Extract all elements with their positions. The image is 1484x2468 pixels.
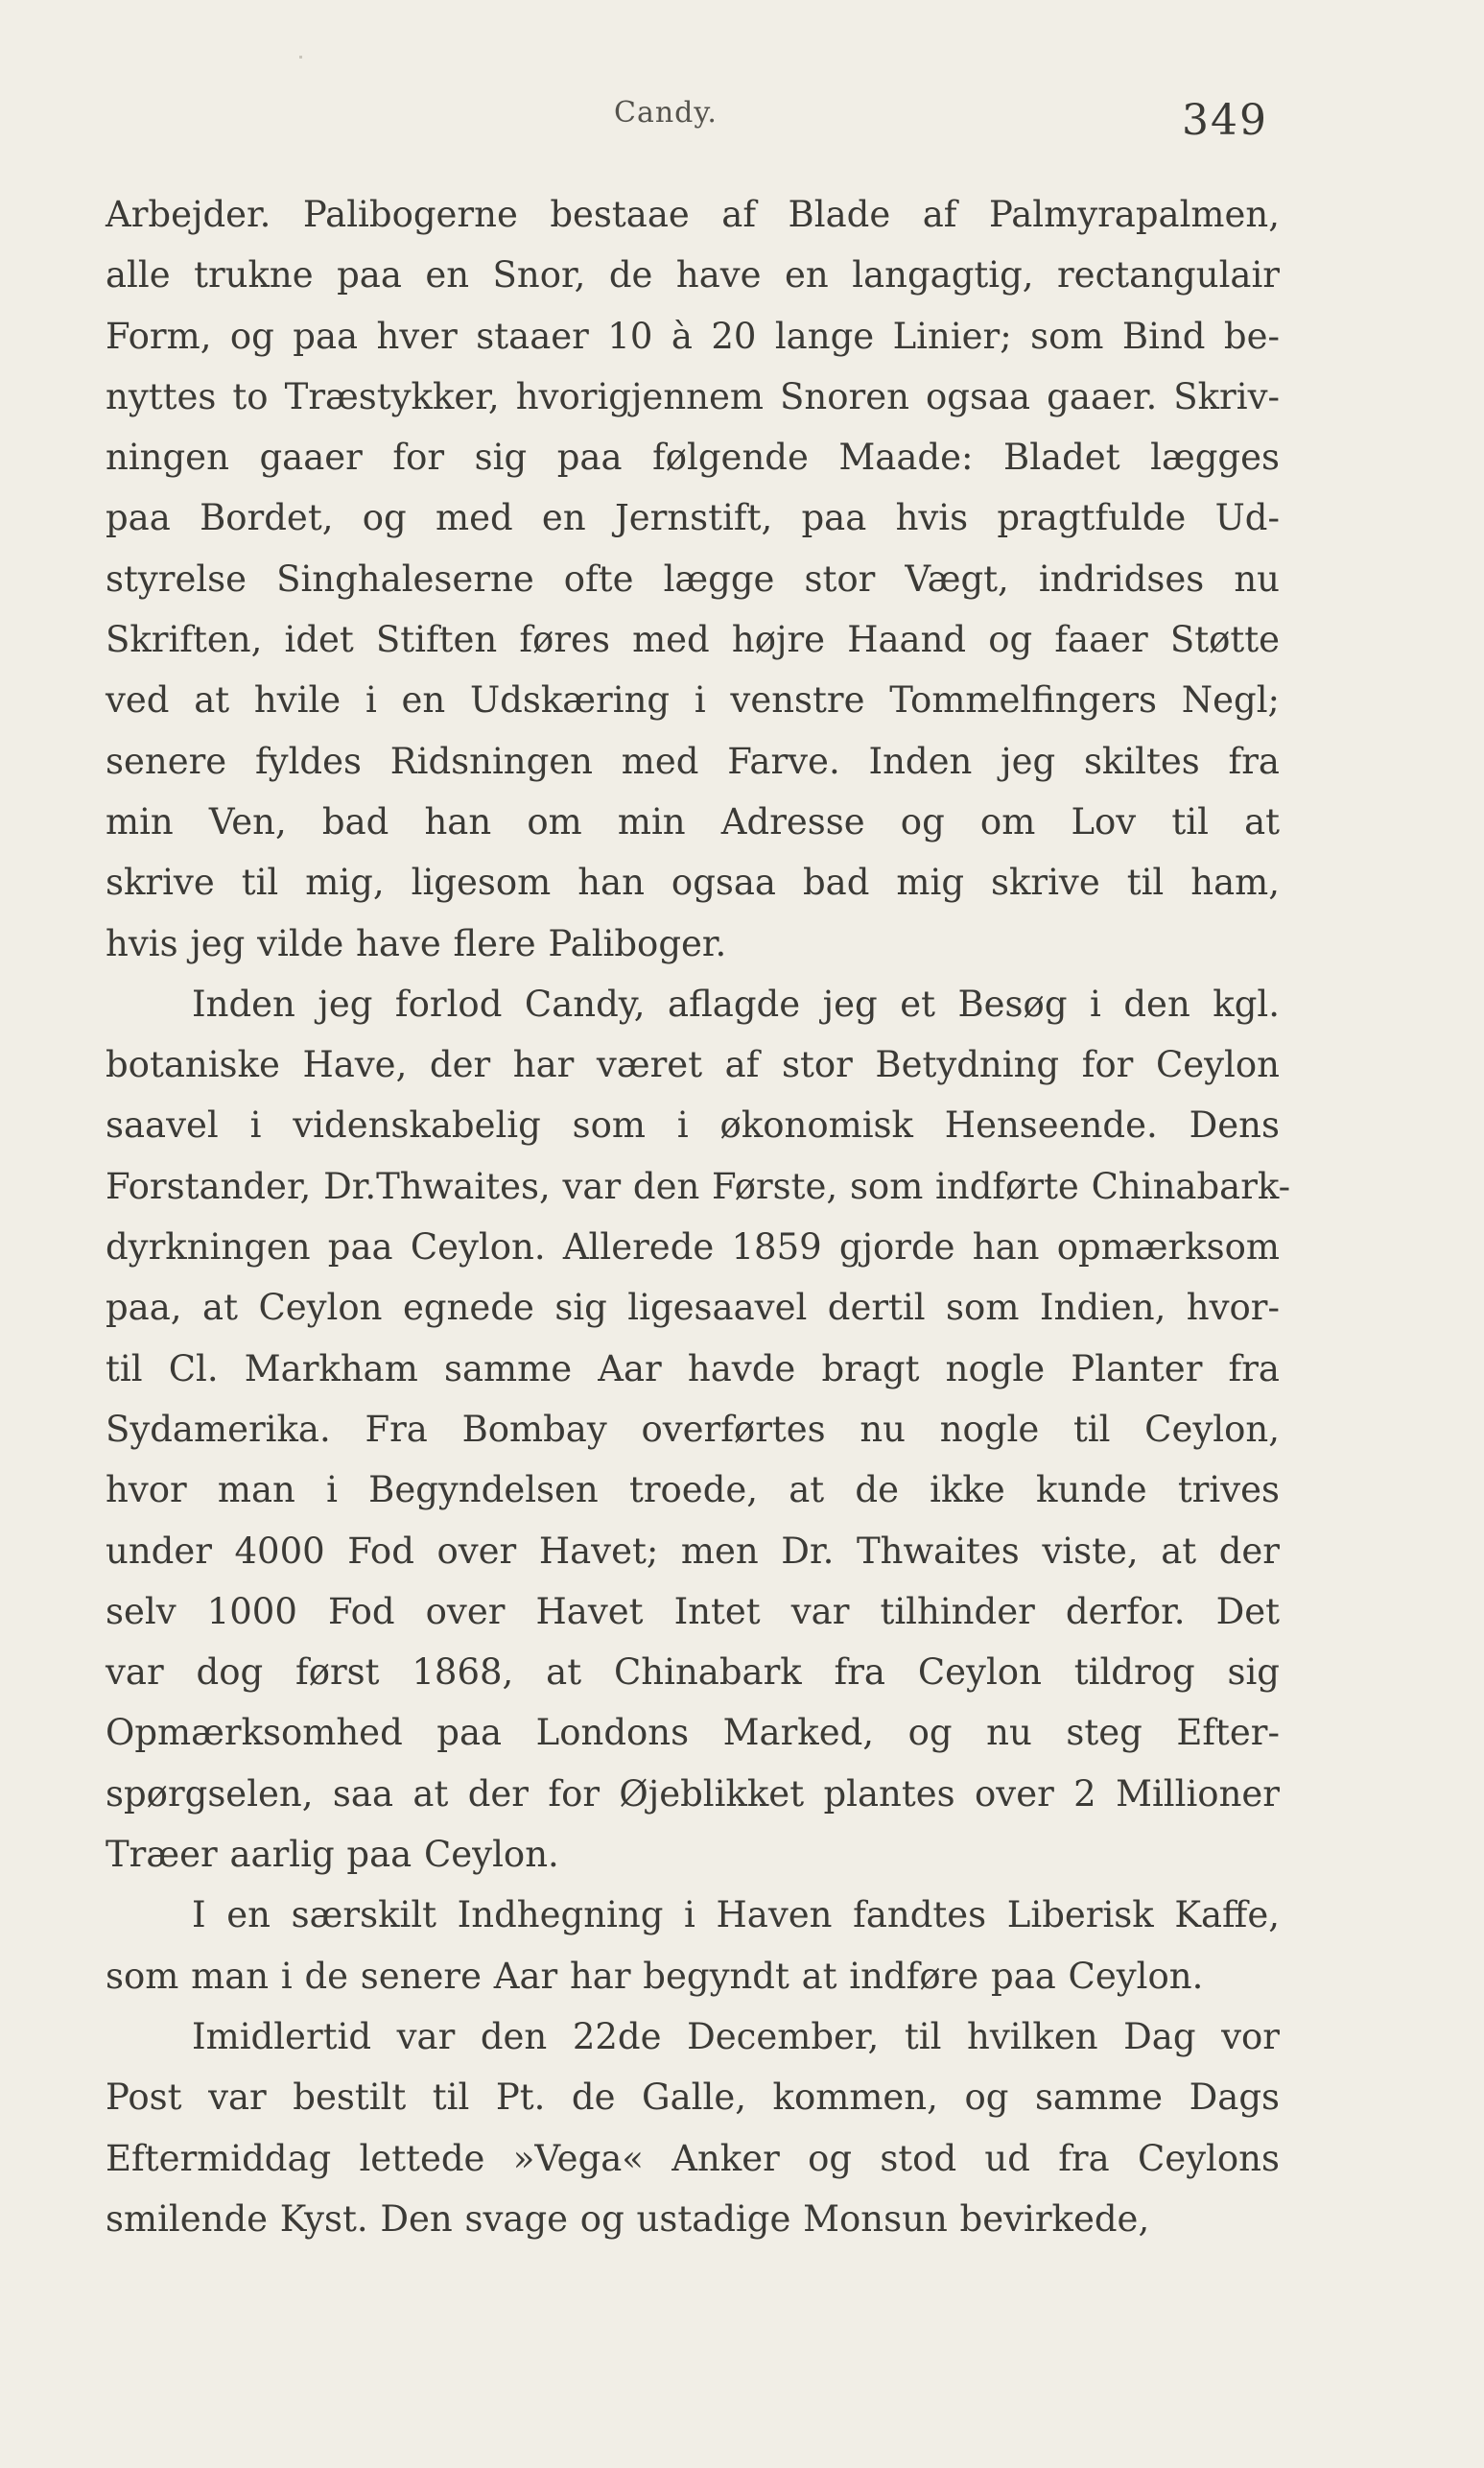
paragraph (106, 974, 1291, 1885)
text-line: paa, at Ceylon egnede sig ligesaavel dertil som Indien, hvor- (106, 1287, 1280, 1329)
text-line: Form, og paa hver staaer 10 à 20 lange Linier; som Bind be- (106, 315, 1280, 357)
text-line: Træer aarlig paa Ceylon. (106, 1834, 559, 1876)
running-title: Candy. (614, 96, 718, 130)
text-line: ved at hvile i en Udskæring i venstre Tommelfingers Negl; (106, 679, 1280, 722)
page-number: 349 (1182, 96, 1268, 145)
text-line: Skriften, idet Stiften føres med højre Haand og faaer Støtte (106, 619, 1280, 661)
text-line: skrive til mig, ligesom han ogsaa bad mig skrive til ham, (106, 862, 1280, 904)
text-line: dyrkningen paa Ceylon. Allerede 1859 gjorde han opmærksom (106, 1226, 1280, 1269)
text-line: Eftermiddag lettede »Vega« Anker og stod ud fra Ceylons (106, 2137, 1280, 2179)
text-line: som man i de senere Aar har begyndt at indføre paa Ceylon. (106, 1955, 1204, 1997)
paragraph (106, 1885, 1280, 2006)
text-line: smilende Kyst. Den svage og ustadige Monsun bevirkede, (106, 2197, 1150, 2240)
text-line: hvor man i Begyndelsen troede, at de ikke kunde trives (106, 1469, 1280, 1511)
text-line: ningen gaaer for sig paa følgende Maade: Bladet lægges (106, 437, 1280, 479)
text-line: styrelse Singhaleserne ofte lægge stor Vægt, indridses nu (106, 558, 1280, 600)
text-line: under 4000 Fod over Havet; men Dr. Thwaites viste, at der (106, 1530, 1280, 1572)
running-head (0, 88, 1484, 146)
text-line: Arbejder. Palibogerne bestaae af Blade af Palmyrapalmen, (106, 194, 1280, 235)
text-line: hvis jeg vilde have flere Paliboger. (106, 922, 727, 964)
text-line: Forstander, Dr.Thwaites, var den Første, som indførte Chinabark- (106, 1165, 1291, 1207)
text-line: var dog først 1868, at Chinabark fra Ceylon tildrog sig (106, 1651, 1280, 1694)
text-line: saavel i videnskabelig som i økonomisk Henseende. Dens (106, 1104, 1280, 1147)
text-line: Imidlertid var den 22de December, til hvilken Dag vor (192, 2015, 1280, 2057)
text-line: til Cl. Markham samme Aar havde bragt nogle Planter fra (106, 1347, 1280, 1389)
text-line: nyttes to Træstykker, hvorigjennem Snoren ogsaa gaaer. Skriv- (106, 375, 1280, 417)
text-line: Opmærksomhed paa Londons Marked, og nu steg Efter- (106, 1712, 1280, 1754)
text-line: Sydamerika. Fra Bombay overførtes nu nogle til Ceylon, (106, 1408, 1280, 1450)
text-line: paa Bordet, og med en Jernstift, paa hvis pragtfulde Ud- (106, 497, 1280, 539)
text-line: botaniske Have, der har været af stor Betydning for Ceylon (106, 1044, 1280, 1086)
text-line: alle trukne paa en Snor, de have en langagtig, rectangulair (106, 254, 1280, 297)
body-text (106, 184, 1291, 2249)
paragraph (106, 2006, 1280, 2249)
text-line: min Ven, bad han om min Adresse og om Lov til at (106, 800, 1280, 842)
text-line: I en særskilt Indhegning i Haven fandtes Liberisk Kaffe, (192, 1894, 1280, 1936)
text-line: spørgselen, saa at der for Øjeblikket plantes over 2 Millioner (106, 1772, 1280, 1815)
text-line: selv 1000 Fod over Havet Intet var tilhinder derfor. Det (106, 1590, 1280, 1632)
text-line: senere fyldes Ridsningen med Farve. Inden jeg skiltes fra (106, 740, 1280, 782)
paragraph (106, 184, 1280, 974)
text-line: Post var bestilt til Pt. de Galle, kommen, og samme Dags (106, 2076, 1280, 2119)
page-speck (299, 56, 302, 59)
text-line: Inden jeg forlod Candy, aflagde jeg et Besøg i den kgl. (192, 983, 1280, 1025)
